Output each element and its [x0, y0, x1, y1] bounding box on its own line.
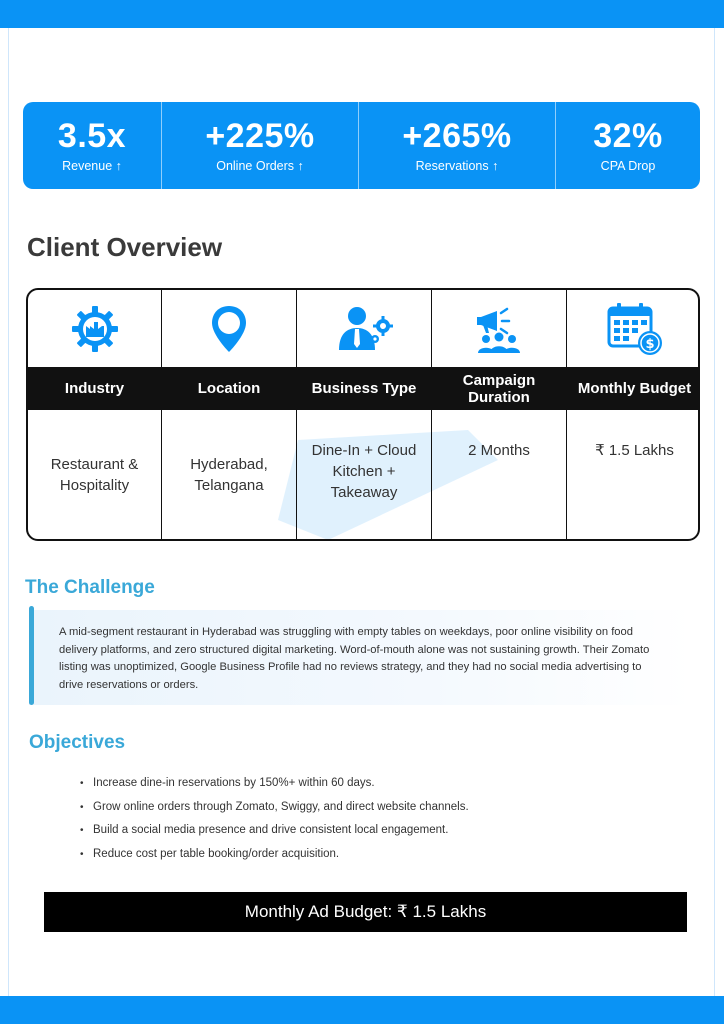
- stat-label: Revenue ↑: [62, 159, 122, 173]
- stat-reservations: [359, 102, 556, 189]
- overview-column-business-type: [297, 290, 432, 539]
- overview-column-monthly-budget: [567, 290, 700, 539]
- stat-value: 32%: [593, 117, 663, 155]
- overview-column-campaign-duration: [432, 290, 567, 539]
- overview-value: Restaurant & Hospitality: [50, 455, 139, 494]
- businessman-gears-icon: [333, 304, 395, 354]
- objective-text: Reduce cost per table booking/order acquisition.: [93, 847, 340, 860]
- megaphone-audience-icon: [473, 303, 525, 355]
- bullet-icon: •: [80, 778, 84, 789]
- bullet-icon: •: [80, 848, 84, 860]
- stat-revenue: [23, 102, 162, 189]
- stat-value: +225%: [205, 117, 315, 155]
- budget-bar-text: Monthly Ad Budget: ₹ 1.5 Lakhs: [244, 902, 487, 921]
- objective-text: Build a social media presence and drive consistent local engagement.: [93, 824, 449, 836]
- challenge-accent-line: [29, 606, 34, 705]
- list-item: [80, 843, 469, 867]
- objectives-list: [80, 772, 469, 866]
- client-overview-table: [26, 288, 700, 541]
- challenge-text: A mid-segment restaurant in Hyderabad was struggling with empty tables on weekdays, poor online visibility on food delivery platforms, and zero structured digital marketing. Word-of-mouth alone was not sustaining growth. Their Zomato listing was unoptimized, Google Business Profile had no reviews strategy, and they had no social media advertising to drive reservations or orders.: [59, 626, 650, 691]
- bottom-accent-bar: [0, 996, 724, 1024]
- stat-value: +265%: [402, 117, 512, 155]
- objective-text: Grow online orders through Zomato, Swiggy, and direct website channels.: [93, 800, 469, 813]
- location-pin-icon: [209, 304, 249, 354]
- svg-text:$: $: [644, 336, 655, 352]
- monthly-ad-budget-bar: [44, 892, 687, 932]
- top-accent-bar: [0, 0, 724, 28]
- stat-label: Reservations ↑: [415, 159, 499, 173]
- objective-text: Increase dine-in reservations by 150%+ within 60 days.: [93, 777, 375, 789]
- challenge-title: The Challenge: [25, 577, 155, 598]
- stat-value: 3.5x: [57, 117, 127, 155]
- stats-banner: [23, 102, 700, 189]
- client-overview-title: Client Overview: [27, 232, 223, 262]
- overview-value: Hyderabad, Telangana: [190, 455, 268, 494]
- overview-value: Dine-In + Cloud Kitchen + Takeaway: [311, 442, 417, 501]
- list-item: [80, 772, 469, 796]
- overview-value: ₹ 1.5 Lakhs: [595, 442, 674, 459]
- bullet-icon: •: [80, 825, 84, 836]
- overview-column-industry: [28, 290, 162, 539]
- overview-header: Location: [162, 367, 296, 410]
- right-border-line: [714, 28, 715, 996]
- left-border-line: [8, 28, 9, 996]
- overview-header: Campaign Duration: [432, 367, 566, 410]
- list-item: [80, 796, 469, 820]
- objectives-title: Objectives: [29, 732, 126, 753]
- stat-online-orders: [162, 102, 359, 189]
- overview-header: Industry: [28, 367, 161, 410]
- overview-header: Monthly Budget: [567, 367, 700, 410]
- stat-cpa-drop: [556, 102, 700, 189]
- list-item: [80, 819, 469, 843]
- overview-column-location: [162, 290, 297, 539]
- stat-label: Online Orders ↑: [216, 159, 304, 173]
- stat-label: CPA Drop: [600, 159, 656, 173]
- overview-header: Business Type: [297, 367, 431, 410]
- overview-value: 2 Months: [468, 442, 530, 459]
- bullet-icon: •: [80, 801, 84, 813]
- calendar-money-icon: [605, 300, 665, 358]
- factory-gear-icon: [70, 304, 120, 354]
